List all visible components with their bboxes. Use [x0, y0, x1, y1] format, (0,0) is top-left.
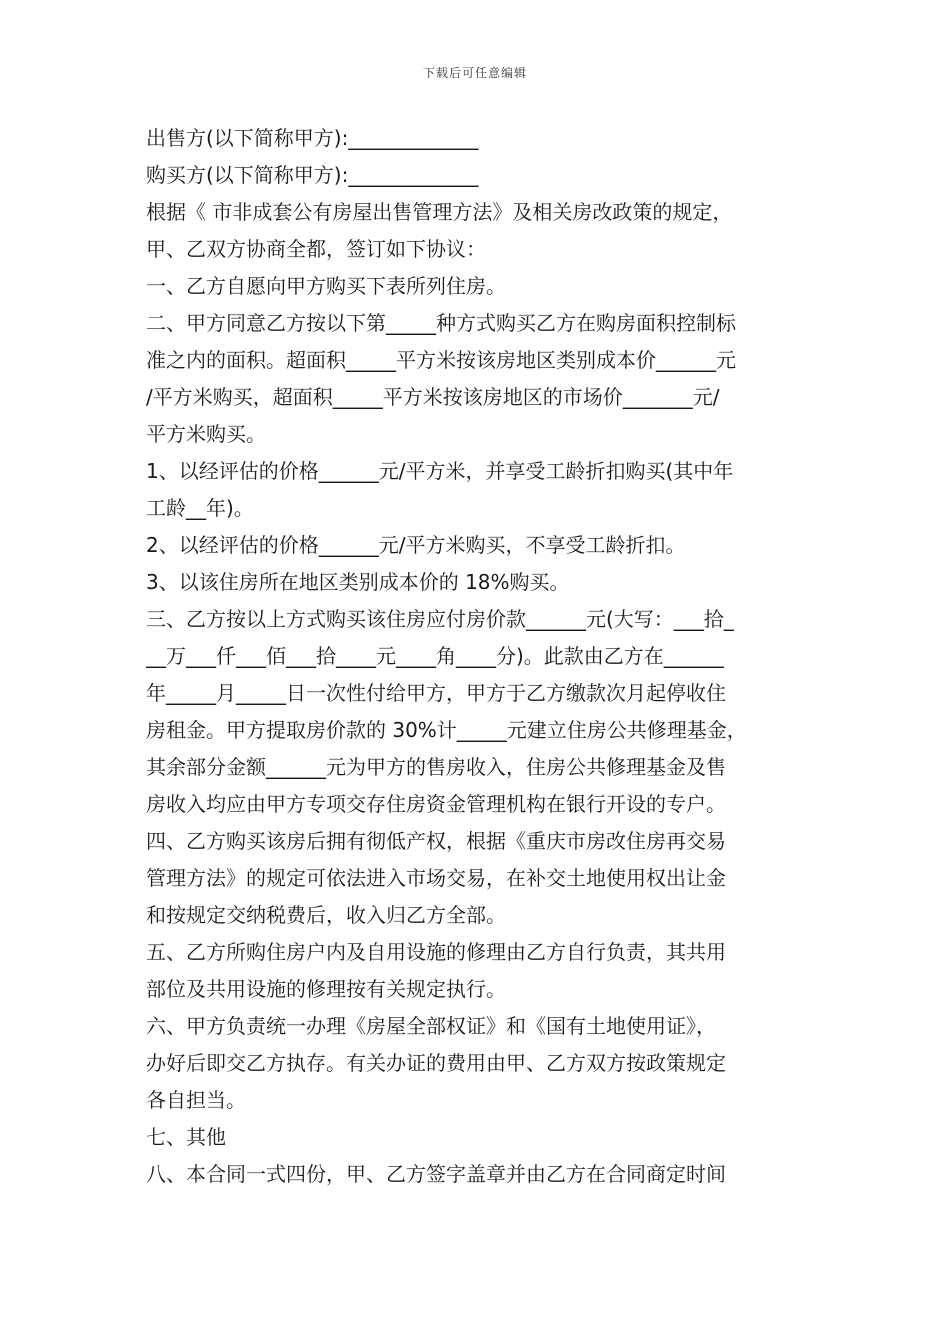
clause-3-line: __万___仟___佰___拾____元____角____分)。此款由乙方在______	[146, 644, 724, 668]
clause-7-line: 七、其他	[146, 1125, 226, 1149]
clause-3-line: 三、乙方按以上方式购买该住房应付房价款______元(大写：___拾_	[146, 607, 734, 631]
clause-6-line: 办好后即交乙方执存。有关办证的费用由甲、乙方双方按政策规定	[146, 1051, 726, 1075]
clause-4-line: 管理方法》的规定可依法进入市场交易，在补交土地使用权出让金	[146, 866, 726, 890]
option-3-line: 3、以该住房所在地区类别成本价的 18%购买。	[146, 570, 570, 594]
clause-5-line: 五、乙方所购住房户内及自用设施的修理由乙方自行负责，其共用	[146, 940, 726, 964]
clause-8-line: 八、本合同一式四份，甲、乙方签字盖章并由乙方在合同商定时间	[146, 1162, 726, 1186]
clause-2-line: 二、甲方同意乙方按以下第_____种方式购买乙方在购房面积控制标	[146, 311, 736, 335]
option-1-line: 工龄__年)。	[146, 496, 254, 520]
preamble-line: 甲、乙双方协商全都，签订如下协议：	[146, 237, 486, 261]
clause-3-line: 房收入均应由甲方专项交存住房资金管理机构在银行开设的专户。	[146, 792, 726, 816]
clause-2-line: 平方米购买。	[146, 422, 266, 446]
clause-3-line: 其余部分金额______元为甲方的售房收入，住房公共修理基金及售	[146, 755, 726, 779]
option-2-line: 2、以经评估的价格______元/平方米购买，不享受工龄折扣。	[146, 533, 686, 557]
clause-4-line: 四、乙方购买该房后拥有彻低产权，根据《重庆市房改住房再交易	[146, 829, 726, 853]
clause-2-line: /平方米购买，超面积_____平方米按该房地区的市场价_______元/	[146, 385, 720, 409]
seller-line: 出售方(以下简称甲方):_____________	[146, 126, 479, 150]
preamble-line: 根据《 市非成套公有房屋出售管理方法》及相关房改政策的规定，	[146, 200, 733, 224]
document-body	[146, 120, 812, 1193]
clause-1-line: 一、乙方自愿向甲方购买下表所列住房。	[146, 274, 506, 298]
clause-2-line: 准之内的面积。超面积_____平方米按该房地区类别成本价______元	[146, 348, 736, 372]
clause-3-line: 房租金。甲方提取房价款的 30%计_____元建立住房公共修理基金，	[146, 718, 747, 742]
clause-6-line: 各自担当。	[146, 1088, 246, 1112]
clause-4-line: 和按规定交纳税费后，收入归乙方全部。	[146, 903, 506, 927]
clause-5-line: 部位及共用设施的修理按有关规定执行。	[146, 977, 506, 1001]
header-note: 下载后可任意编辑	[422, 66, 527, 80]
clause-6-line: 六、甲方负责统一办理《房屋全部权证》和《国有土地使用证》，	[146, 1014, 716, 1038]
buyer-line: 购买方(以下简称甲方):_____________	[146, 163, 479, 187]
clause-3-line: 年_____月_____日一次性付给甲方，甲方于乙方缴款次月起停收住	[146, 681, 726, 705]
option-1-line: 1、以经评估的价格______元/平方米，并享受工龄折扣购买(其中年	[146, 459, 734, 483]
